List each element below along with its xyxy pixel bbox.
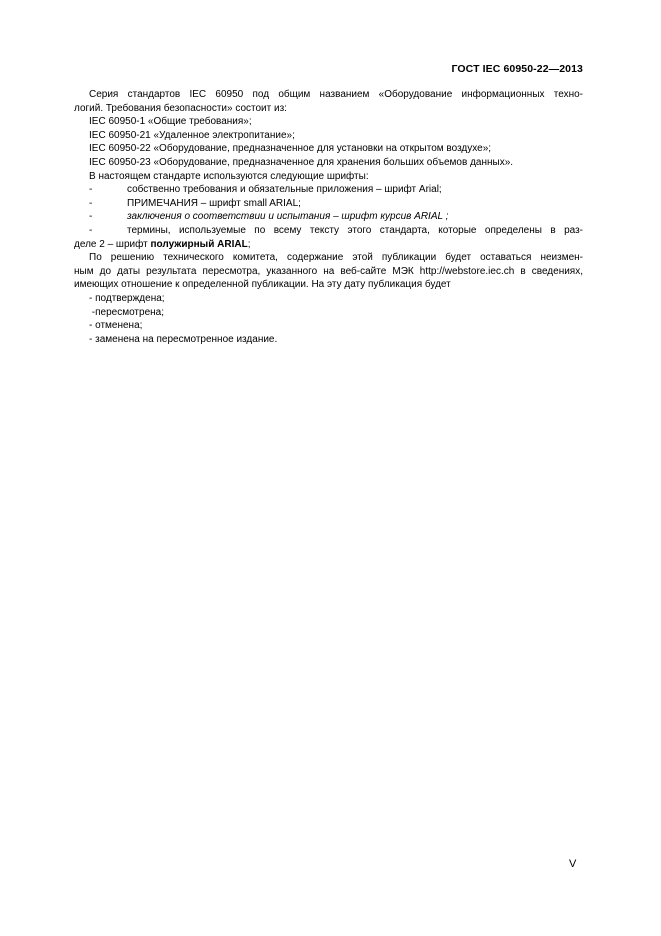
document-body	[74, 88, 583, 346]
intro-line-2: логий. Требования безопасности» состоит из:	[74, 102, 287, 114]
font-item-text: термины, используемые по всему тексту этого стандарта, которые определены в раз-	[127, 224, 583, 236]
font-item	[74, 183, 583, 197]
terms-bold: полужирный ARIAL	[150, 238, 248, 250]
intro-line-1: Серия стандартов IEC 60950 под общим названием «Оборудование информационных техно-	[89, 89, 583, 100]
decision-line-3: имеющих отношение к определенной публикации. На эту дату публикация будет	[74, 279, 451, 291]
dash-marker: -	[89, 197, 93, 209]
terms-prefix: деле 2 – шрифт	[74, 238, 151, 250]
decision-line-2: ным до даты результата пересмотра, указанного на веб-сайте МЭК http://webstore.iec.ch в сведениях,	[74, 265, 583, 277]
font-item-text: собственно требования и обязательные приложения – шрифт Arial;	[127, 184, 442, 196]
status-item: - отменена;	[89, 320, 143, 332]
dash-marker: -	[89, 224, 93, 236]
part-item: IEC 60950-22 «Оборудование, предназначенное для установки на открытом воздухе»;	[89, 143, 492, 155]
part-item: IEC 60950-21 «Удаленное электропитание»;	[89, 129, 295, 141]
status-item: - подтверждена;	[89, 292, 165, 304]
status-item: - заменена на пересмотренное издание.	[89, 333, 278, 345]
font-item	[74, 197, 583, 211]
terms-suffix: ;	[247, 238, 251, 250]
font-item-text: заключения о соответствии и испытания – шрифт курсив ARIAL ;	[127, 211, 449, 223]
font-item-text: ПРИМЕЧАНИЯ – шрифт small ARIAL;	[127, 197, 301, 209]
part-item: IEC 60950-23 «Оборудование, предназначенное для хранения больших объемов данных».	[89, 156, 514, 168]
font-item	[74, 210, 583, 224]
font-item	[74, 224, 583, 238]
decision-line-1: По решению технического комитета, содержание этой публикации будет оставаться неизмен-	[89, 252, 583, 264]
status-item: -пересмотрена;	[89, 306, 164, 318]
document-header: ГОСТ IEC 60950-22—2013	[451, 63, 583, 75]
page-number: V	[569, 858, 577, 870]
fonts-intro: В настоящем стандарте используются следующие шрифты:	[89, 170, 369, 182]
terms-continuation	[74, 238, 583, 252]
part-item: IEC 60950-1 «Общие требования»;	[89, 116, 252, 128]
dash-marker: -	[89, 211, 93, 223]
dash-marker: -	[89, 184, 93, 196]
